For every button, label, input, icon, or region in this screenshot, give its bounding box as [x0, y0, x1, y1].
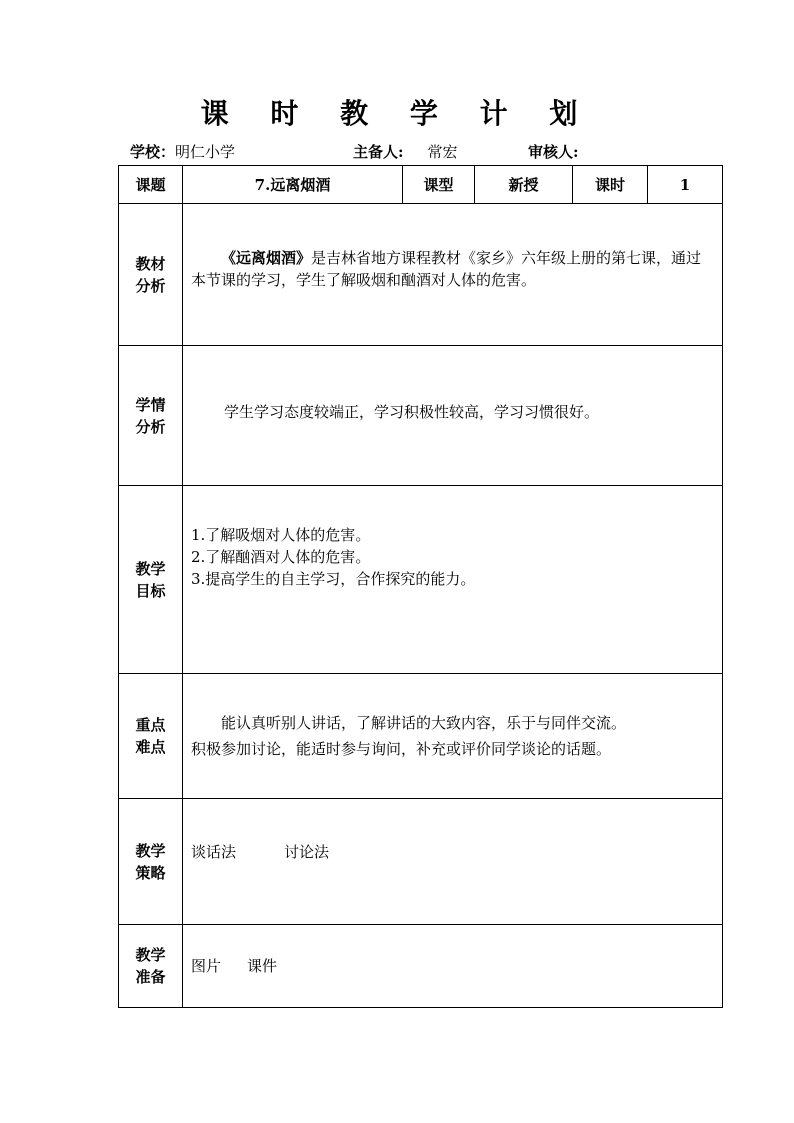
key-points-label: 重点 难点	[119, 674, 183, 799]
hours-value: 1	[648, 166, 723, 204]
material-text: 是吉林省地方课程教材《家乡》六年级上册的第七课，通过本节课的学习，学生了解吸烟和酗酒对人体的危害。	[191, 248, 702, 289]
goal-item: 3.提高学生的自主学习，合作探究的能力。	[191, 570, 476, 588]
preparation-row	[119, 925, 723, 1008]
goals-row	[119, 486, 723, 674]
school-field	[130, 141, 235, 162]
topic-label: 课题	[119, 166, 183, 204]
material-row	[119, 204, 723, 346]
key-points-row	[119, 674, 723, 799]
goals-label: 教学 目标	[119, 486, 183, 674]
key-points-line-2: 积极参加讨论，能适时参与询问，补充或评价同学谈论的话题。	[191, 740, 612, 758]
header-row	[119, 166, 723, 204]
key-points-content	[183, 674, 723, 799]
preparer-field	[353, 141, 458, 162]
strategy-method-2: 讨论法	[284, 843, 330, 861]
topic-value: 7.远离烟酒	[183, 166, 403, 204]
goal-item: 1.了解吸烟对人体的危害。	[191, 526, 371, 544]
reviewer-field	[528, 141, 579, 162]
student-label: 学情 分析	[119, 346, 183, 486]
preparer-label: 主备人:	[353, 143, 404, 161]
student-text: 学生学习态度较端正，学习积极性较高，学习习惯很好。	[224, 402, 600, 421]
preparation-label: 教学 准备	[119, 925, 183, 1008]
key-points-line-1: 能认真听别人讲话，了解讲话的大致内容，乐于与同伴交流。	[221, 714, 627, 732]
preparation-content	[183, 925, 723, 1008]
strategy-method-1: 谈话法	[191, 843, 237, 861]
reviewer-label: 审核人:	[528, 143, 579, 161]
type-label: 课型	[403, 166, 475, 204]
school-value: 明仁小学	[175, 143, 236, 161]
school-label: 学校：	[130, 143, 176, 161]
strategy-label: 教学 策略	[119, 799, 183, 925]
strategy-row	[119, 799, 723, 925]
goal-item: 2.了解酗酒对人体的危害。	[191, 548, 371, 566]
goals-content	[183, 486, 723, 674]
strategy-content	[183, 799, 723, 925]
type-value: 新授	[475, 166, 573, 204]
preparation-item-2: 课件	[247, 957, 278, 975]
preparer-value: 常宏	[427, 143, 458, 161]
student-content	[183, 346, 723, 486]
material-title: 《远离烟酒》	[221, 248, 312, 267]
student-row	[119, 346, 723, 486]
preparation-item-1: 图片	[191, 957, 222, 975]
material-content	[183, 204, 723, 346]
lesson-plan-table	[118, 165, 723, 1008]
material-label: 教材 分析	[119, 204, 183, 346]
page-title: 课 时 教 学 计 划	[200, 97, 594, 130]
hours-label: 课时	[573, 166, 648, 204]
